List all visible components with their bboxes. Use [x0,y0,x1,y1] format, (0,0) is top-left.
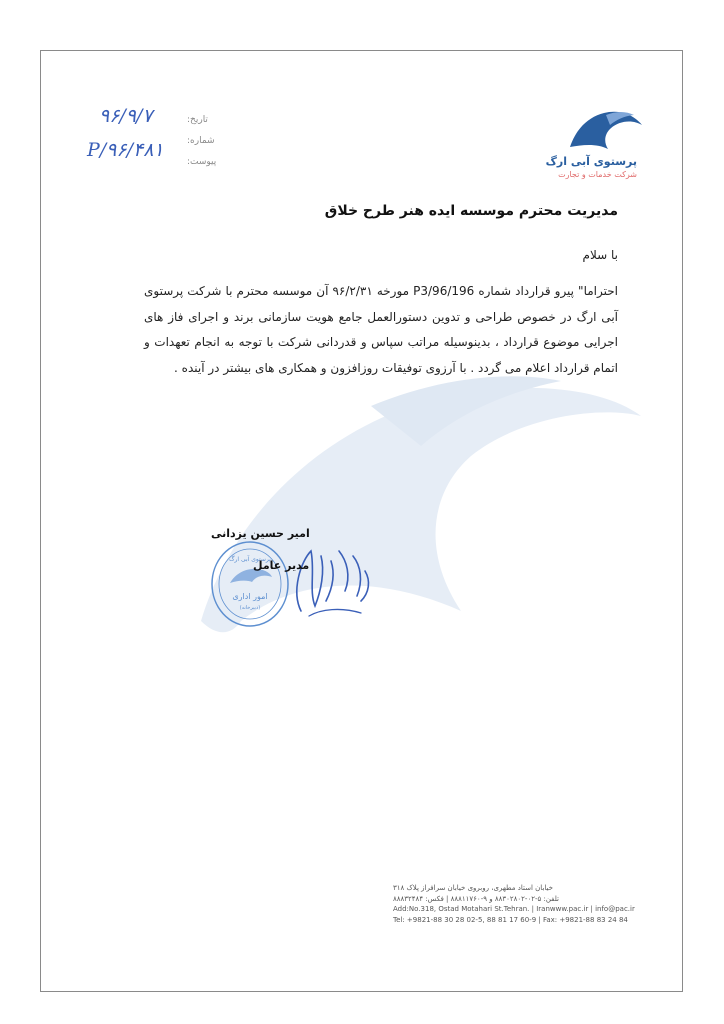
footer-phone-en: Tel: +9821-88 30 28 02-5, 88 81 17 60-9 | Fax: +9821-88 83 24 84 [393,915,628,924]
company-name: پرستوی آبی ارگ [545,155,637,168]
number-label: شماره: [187,136,215,146]
footer-contact [393,883,635,925]
handwritten-date: ۹۶/۹/۷ [99,105,153,127]
footer-address-en: Add:No.318, Ostad Motahari St.Tehran. | Iranwww.pac.ir | info@pac.ir [393,905,635,913]
stamp-company: پرستوی آبی ارگ [229,556,271,563]
company-subtitle: شرکت خدمات و تجارت [558,170,637,179]
stamp-sub: (دبیرخانه) [239,605,261,611]
date-label: تاریخ: [187,115,208,125]
recipient-line: مدیریت محترم موسسه ایده هنر طرح خلاق [324,203,618,219]
attachment-label: پیوست: [187,157,217,167]
stamp-department: امور اداری [232,592,268,601]
signer-title: مدیر عامل [253,559,310,572]
company-stamp-icon [208,539,292,629]
handwritten-number: P/۹۶/۴۸۱ [87,139,164,161]
signer-name: امیر حسین یزدانی [211,527,310,540]
letter-body: احتراما" پیرو قرارداد شماره P3/96/196 مورخه ۹۶/۲/۳۱ آن موسسه محترم با شرکت پرستوی آبی ارگ در خصوص طراحی و تدوین دستورالعمل جامع هویت سازمانی برند و اجرای فاز های اجرایی موضوع قرارداد ، بدینوسیله مراتب سپاس و قدردانی شرکت با توجه به انجام تعهدات و اتمام قرارداد اعلام می گردد . با آرزوی توفیقات روزافزون و همکاری های بیشتر در آینده . [144,284,618,375]
swallow-logo-icon [566,103,646,153]
footer-phone-fa: تلفن: ۵-۰۲-۸۸۳۰۲۸۰۲ و ۹-۸۸۸۱۱۷۶۰ | فکس: ۸۸۸۳۲۴۸۴ [393,894,559,903]
letter-page [40,50,683,992]
footer-address-fa: خیابان استاد مطهری، روبروی خیابان سرافراز پلاک ۳۱۸ [393,884,553,892]
salutation: با سلام [582,248,618,262]
